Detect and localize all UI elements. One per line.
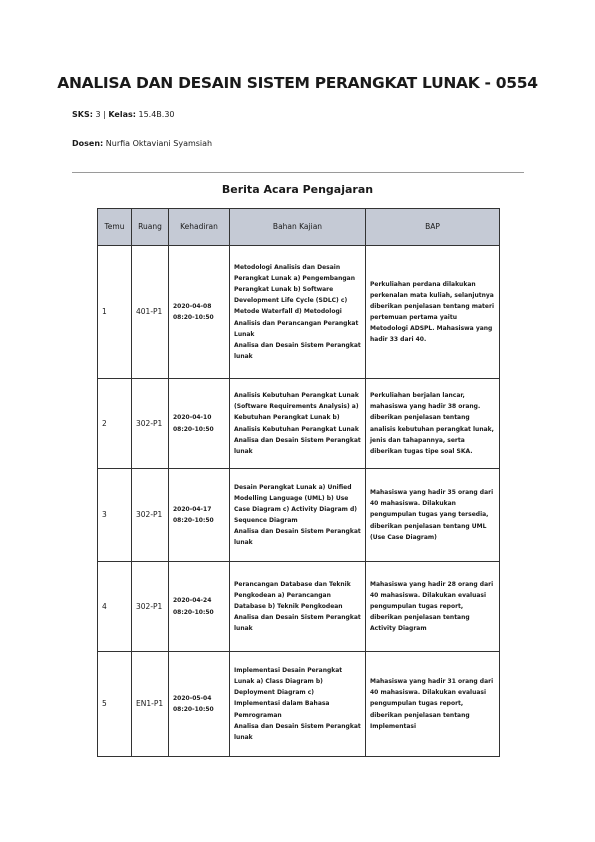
sks-label: SKS: (72, 110, 93, 119)
cell-kehadiran (169, 469, 230, 562)
topic: Perancangan Database dan Teknik Pengkodean a) Perancangan Database b) Teknik Pengkodean (234, 580, 351, 610)
time: 08:20-10:50 (173, 608, 214, 616)
topic: Analisis Kebutuhan Perangkat Lunak (Software Requirements Analysis) a) Kebutuhan Perangkat Lunak b) Analisis Kebutuhan Perangkat Lunak (234, 392, 359, 433)
table-row (98, 469, 500, 562)
cell-temu: 5 (98, 652, 132, 757)
cell-bap: Mahasiswa yang hadir 31 orang dari 40 mahasiswa. Dilakukan evaluasi pengumpulan tugas report, diberikan penjelasan tentang Implementasi (366, 652, 500, 757)
course-name: Analisa dan Desain Sistem Perangkat lunak (234, 341, 361, 360)
time: 08:20-10:50 (173, 706, 214, 713)
cell-bahan-kajian (230, 379, 366, 469)
cell-bahan-kajian (230, 652, 366, 757)
table-row (98, 379, 500, 469)
teaching-record-table (97, 208, 500, 757)
header-bap: BAP (366, 209, 500, 246)
cell-bap: Mahasiswa yang hadir 35 orang dari 40 mahasiswa. Dilakukan pengumpulan tugas yang tersedia, diberikan penjelasan tentang UML (Use Case Diagram) (366, 469, 500, 562)
topic: Desain Perangkat Lunak a) Unified Modelling Language (UML) b) Use Case Diagram c) Activity Diagram d) Sequence Diagram (234, 483, 358, 524)
cell-bahan-kajian (230, 562, 366, 652)
course-name: Analisa dan Desain Sistem Perangkat lunak (234, 722, 361, 741)
cell-ruang: EN1-P1 (132, 652, 169, 757)
sks-value: 3 | (92, 110, 109, 119)
cell-temu: 4 (98, 562, 132, 652)
header-bahan-kajian: Bahan Kajian (230, 209, 366, 246)
time: 08:20-10:50 (173, 314, 214, 321)
cell-bahan-kajian (230, 246, 366, 379)
lecturer-info (72, 139, 212, 148)
cell-ruang: 401-P1 (132, 246, 169, 379)
cell-bap: Perkuliahan berjalan lancar, mahasiswa yang hadir 38 orang. diberikan penjelasan tentang analisis kebutuhan perangkat lunak, jenis dan tahapannya, serta diberikan tugas tipe soal SKA. (366, 379, 500, 469)
date: 2020-04-17 (173, 505, 212, 513)
cell-temu: 3 (98, 469, 132, 562)
kelas-label: Kelas: (108, 110, 136, 119)
header-kehadiran: Kehadiran (169, 209, 230, 246)
table-title: Berita Acara Pengajaran (221, 183, 374, 196)
table-header-row (98, 209, 500, 246)
table-row (98, 652, 500, 757)
course-name: Analisa dan Desain Sistem Perangkat lunak (234, 528, 361, 547)
dosen-label: Dosen: (72, 139, 104, 148)
page-title: ANALISA DAN DESAIN SISTEM PERANGKAT LUNAK - 0554 (57, 74, 538, 92)
cell-bap: Mahasiswa yang hadir 28 orang dari 40 mahasiswa. Dilakukan evaluasi pengumpulan tugas report, diberikan penjelasan tentang Activity Diagram (366, 562, 500, 652)
header-ruang: Ruang (132, 209, 169, 246)
time: 08:20-10:50 (173, 517, 214, 524)
header-temu: Temu (98, 209, 132, 246)
time: 08:20-10:50 (173, 425, 214, 433)
cell-temu: 1 (98, 246, 132, 379)
divider (72, 172, 524, 173)
course-info (72, 110, 175, 119)
date: 2020-04-24 (173, 597, 212, 605)
table-row (98, 562, 500, 652)
cell-bahan-kajian (230, 469, 366, 562)
cell-kehadiran (169, 562, 230, 652)
cell-ruang: 302-P1 (132, 562, 169, 652)
cell-ruang: 302-P1 (132, 469, 169, 562)
table-row (98, 246, 500, 379)
cell-bap: Perkuliahan perdana dilakukan perkenalan mata kuliah, selanjutnya diberikan penjelasan tentang materi pertemuan pertama yaitu Metodologi ADSPL. Mahasiswa yang hadir 33 dari 40. (366, 246, 500, 379)
cell-kehadiran (169, 652, 230, 757)
date: 2020-05-04 (173, 694, 212, 702)
date: 2020-04-10 (173, 414, 212, 422)
cell-temu: 2 (98, 379, 132, 469)
cell-kehadiran (169, 379, 230, 469)
date: 2020-04-08 (173, 302, 212, 310)
cell-kehadiran (169, 246, 230, 379)
dosen-value: Nurfia Oktaviani Syamsiah (103, 139, 213, 148)
kelas-value: 15.4B.30 (135, 110, 175, 119)
cell-ruang: 302-P1 (132, 379, 169, 469)
course-name: Analisa dan Desain Sistem Perangkat lunak (234, 436, 361, 455)
course-name: Analisa dan Desain Sistem Perangkat lunak (234, 614, 361, 633)
topic: Implementasi Desain Perangkat Lunak a) Class Diagram b) Deployment Diagram c) Implementasi dalam Bahasa Pemrograman (234, 667, 343, 719)
topic: Metodologi Analisis dan Desain Perangkat Lunak a) Pengembangan Perangkat Lunak b) Software Development Life Cycle (SDLC) c) Metode Waterfall d) Metodologi Analisis dan Perancangan Perangkat Lunak (234, 264, 359, 338)
